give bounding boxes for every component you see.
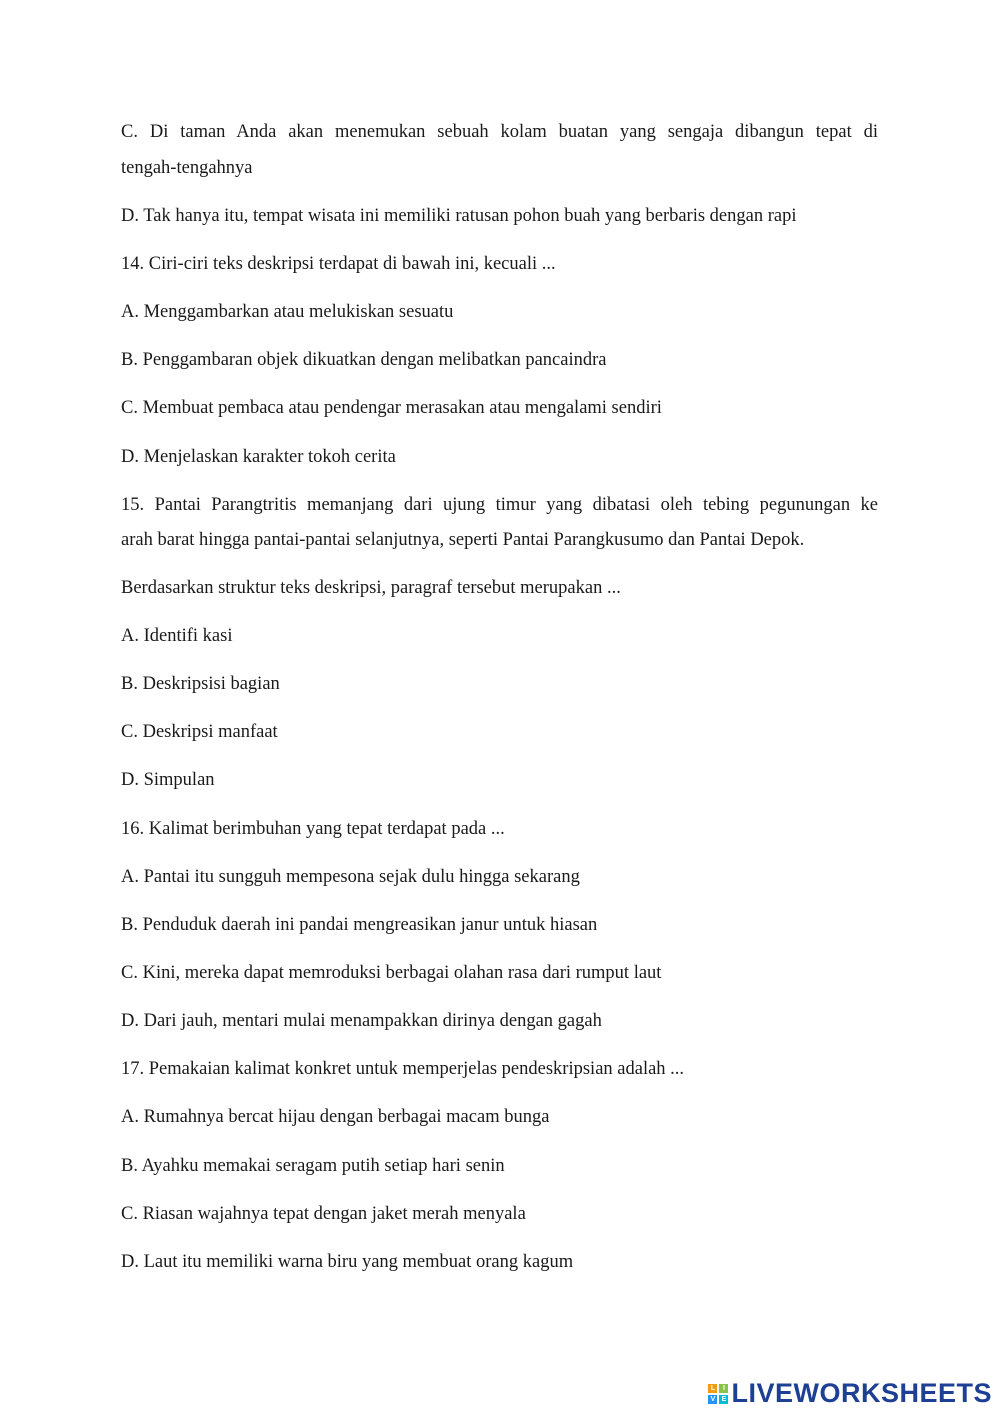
- answer-option-16c: C. Kini, mereka dapat memroduksi berbagai olahan rasa dari rumput laut: [121, 963, 662, 983]
- answer-option-17a: A. Rumahnya bercat hijau dengan berbagai macam bunga: [121, 1107, 550, 1127]
- answer-option-14c: C. Membuat pembaca atau pendengar merasakan atau mengalami sendiri: [121, 398, 662, 418]
- answer-option-17b: B. Ayahku memakai seragam putih setiap hari senin: [121, 1156, 505, 1176]
- answer-option-13c-line-2: tengah-tengahnya: [121, 158, 253, 178]
- answer-option-15d: D. Simpulan: [121, 770, 215, 790]
- answer-option-16b: B. Penduduk daerah ini pandai mengreasikan janur untuk hiasan: [121, 915, 598, 935]
- liveworksheets-logo-icon: [708, 1384, 728, 1404]
- question-15-prompt: Berdasarkan struktur teks deskripsi, paragraf tersebut merupakan ...: [121, 578, 621, 598]
- answer-option-17c: C. Riasan wajahnya tepat dengan jaket merah menyala: [121, 1204, 526, 1224]
- answer-option-13c-line-1: C. Di taman Anda akan menemukan sebuah kolam buatan yang sengaja dibangun tepat di: [121, 122, 878, 142]
- answer-option-14a: A. Menggambarkan atau melukiskan sesuatu: [121, 302, 454, 322]
- liveworksheets-wordmark: LIVEWORKSHEETS: [731, 1378, 992, 1408]
- logo-letter-i: I: [719, 1384, 728, 1393]
- logo-letter-l: L: [708, 1384, 717, 1393]
- question-15-line-2: arah barat hingga pantai-pantai selanjutnya, seperti Pantai Parangkusumo dan Pantai Depok.: [121, 530, 805, 550]
- logo-letter-e: E: [719, 1395, 728, 1404]
- answer-option-15a: A. Identifi kasi: [121, 626, 233, 646]
- question-14: 14. Ciri-ciri teks deskripsi terdapat di bawah ini, kecuali ...: [121, 254, 556, 274]
- question-15-line-1: 15. Pantai Parangtritis memanjang dari ujung timur yang dibatasi oleh tebing pegunungan ke: [121, 495, 878, 515]
- answer-option-16a: A. Pantai itu sungguh mempesona sejak dulu hingga sekarang: [121, 867, 580, 887]
- question-17: 17. Pemakaian kalimat konkret untuk memperjelas pendeskripsian adalah ...: [121, 1059, 685, 1079]
- answer-option-17d: D. Laut itu memiliki warna biru yang membuat orang kagum: [121, 1252, 574, 1272]
- answer-option-15b: B. Deskripsisi bagian: [121, 674, 280, 694]
- answer-option-16d: D. Dari jauh, mentari mulai menampakkan dirinya dengan gagah: [121, 1011, 602, 1031]
- answer-option-15c: C. Deskripsi manfaat: [121, 722, 278, 742]
- logo-letter-v: V: [708, 1395, 717, 1404]
- answer-option-14b: B. Penggambaran objek dikuatkan dengan melibatkan pancaindra: [121, 350, 607, 370]
- answer-option-13d: D. Tak hanya itu, tempat wisata ini memiliki ratusan pohon buah yang berbaris dengan rapi: [121, 206, 797, 226]
- question-16: 16. Kalimat berimbuhan yang tepat terdapat pada ...: [121, 819, 505, 839]
- answer-option-14d: D. Menjelaskan karakter tokoh cerita: [121, 447, 396, 467]
- liveworksheets-watermark: [708, 1378, 992, 1409]
